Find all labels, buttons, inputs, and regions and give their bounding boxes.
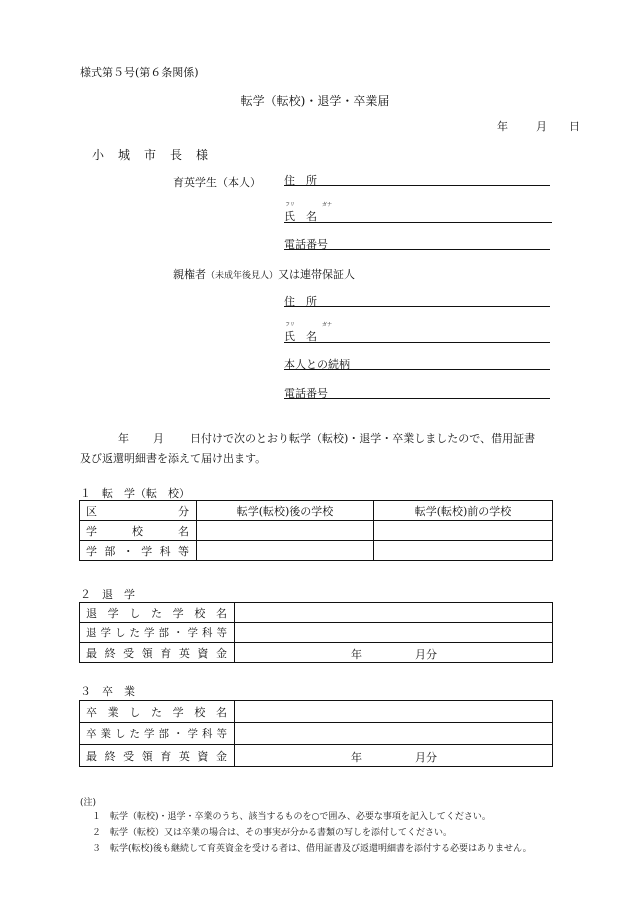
guardian-address-line[interactable] [284,306,550,307]
guardian-address-label: 住 所 [284,295,317,308]
note-item: ２ 転学（転校）又は卒業の場合は、その事実が分かる書類の写しを添付してください。 [92,828,453,838]
statement-year: 年 [118,432,129,445]
date-month: 月 [536,120,547,133]
page-title: 転学（転校)・退学・卒業届 [240,94,390,108]
student-name-line[interactable] [284,222,552,223]
table-header-cell: 転学(転校)前の学校 [374,501,553,521]
table-header-cell: 区分 [80,501,197,521]
transfer-table [79,500,553,561]
row-label: 卒業した学校名 [80,701,235,723]
statement-month: 月 [153,432,164,445]
row-label: 最終受領育英資金 [80,745,235,767]
addressee: 小城市長様 [92,148,223,162]
row-label: 退学した学部・学科等 [80,623,235,643]
input-cell[interactable] [374,521,553,541]
table-row [80,745,553,767]
table-row [80,541,553,561]
student-address-line[interactable] [284,185,550,186]
input-cell[interactable]: 年 月分 [235,745,553,767]
table-row [80,701,553,723]
date-day: 日 [569,120,580,133]
input-cell[interactable] [374,541,553,561]
table-row [80,603,553,623]
statement-line-1: 日付けで次のとおり転学（転校)・退学・卒業しましたので、借用証書 [190,432,536,445]
input-cell[interactable]: 年 月分 [235,643,553,663]
input-cell[interactable] [235,603,553,623]
table-row [80,723,553,745]
row-label: 学部・学科等 [80,541,197,561]
notes-heading: (注) [80,798,97,808]
note-item: １ 転学（転校)・退学・卒業のうち、該当するものを○で囲み、必要な事項を記入してください。 [92,812,491,822]
statement-line-2: 及び返還明細書を添えて届け出ます。 [80,452,267,465]
input-cell[interactable] [197,521,374,541]
note-item: ３ 転学(転校)後も継続して育英資金を受ける者は、借用証書及び返還明細書を添付する必要はありません。 [92,844,532,854]
student-phone-line[interactable] [284,249,550,250]
date-year: 年 [497,120,508,133]
row-label: 退学した学校名 [80,603,235,623]
table-row [80,521,553,541]
input-cell[interactable] [235,701,553,723]
guardian-phone-line[interactable] [284,398,550,399]
row-label: 卒業した学部・学科等 [80,723,235,745]
withdrawal-table [79,602,553,663]
guardian-relation-line[interactable] [284,369,550,370]
table-row [80,643,553,663]
student-name-label: 氏 名 [284,210,317,223]
section1-heading: １ 転 学（転 校） [80,487,190,500]
graduation-table [79,700,553,767]
form-number: 様式第５号(第６条関係) [80,66,199,79]
guardian-name-label: 氏 名 [284,330,317,343]
row-label: 学校名 [80,521,197,541]
student-name-ruby-fri: フリ [285,202,295,208]
student-address-label: 住 所 [284,174,317,187]
student-phone-label: 電話番号 [284,238,328,251]
guardian-name-ruby-gana: ガナ [322,322,333,328]
student-label: 育英学生（本人） [173,176,261,189]
student-name-ruby-gana: ガナ [322,202,333,208]
guardian-phone-label: 電話番号 [284,387,328,400]
guardian-label: 親権者（未成年後見人）又は連帯保証人 [173,268,356,281]
section2-heading: ２ 退 学 [80,588,135,601]
input-cell[interactable] [235,723,553,745]
guardian-relation-label: 本人との続柄 [284,358,350,371]
row-label: 最終受領育英資金 [80,643,235,663]
table-header-cell: 転学(転校)後の学校 [197,501,374,521]
section3-heading: ３ 卒 業 [80,685,135,698]
guardian-name-ruby-fri: フリ [285,322,295,328]
input-cell[interactable] [197,541,374,561]
guardian-name-line[interactable] [284,342,550,343]
table-row [80,501,553,521]
input-cell[interactable] [235,623,553,643]
table-row [80,623,553,643]
